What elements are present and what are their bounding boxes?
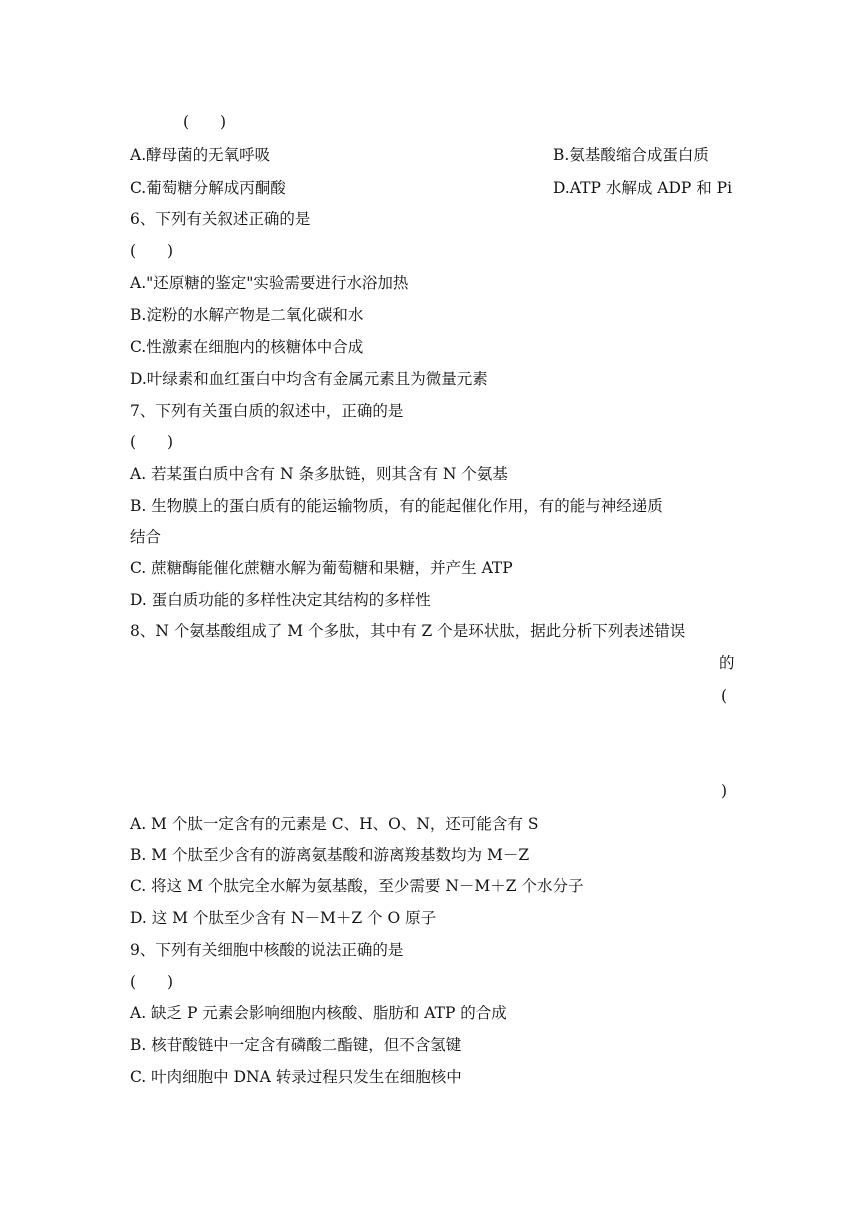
q6-answer-paren: ( ) [130, 242, 174, 260]
q8-option-c: C. 将这 M 个肽完全水解为氨基酸，至少需要 N－M＋Z 个水分子 [130, 877, 584, 895]
q5-option-d: D.ATP 水解成 ADP 和 Pi [553, 179, 733, 197]
q5-option-b: B.氨基酸缩合成蛋白质 [553, 146, 709, 164]
q7-option-b: B. 生物膜上的蛋白质有的能运输物质，有的能起催化作用，有的能与神经递质 [130, 497, 663, 515]
q9-option-b: B. 核苷酸链中一定含有磷酸二酯键，但不含氢键 [130, 1036, 462, 1054]
q7-stem: 7、下列有关蛋白质的叙述中，正确的是 [130, 402, 404, 420]
q8-paren-close: ) [721, 782, 728, 800]
q6-stem: 6、下列有关叙述正确的是 [130, 210, 311, 228]
q7-option-d: D. 蛋白质功能的多样性决定其结构的多样性 [130, 591, 431, 609]
q9-answer-paren: ( ) [130, 973, 174, 991]
q8-option-d: D. 这 M 个肽至少含有 N－M＋Z 个 O 原子 [130, 909, 437, 927]
q9-option-a: A. 缺乏 P 元素会影响细胞内核酸、脂肪和 ATP 的合成 [130, 1004, 507, 1022]
q8-stem: 8、N 个氨基酸组成了 M 个多肽，其中有 Z 个是环状肽，据此分析下列表述错误 [130, 622, 686, 640]
q5-option-a: A.酵母菌的无氧呼吸 [130, 146, 271, 164]
q5-answer-paren: ( ) [183, 113, 227, 131]
q5-option-c: C.葡萄糖分解成丙酮酸 [130, 179, 286, 197]
q8-paren-open: ( [721, 687, 728, 705]
q8-option-a: A. M 个肽一定含有的元素是 C、H、O、N，还可能含有 S [130, 815, 539, 833]
q6-option-d: D.叶绿素和血红蛋白中均含有金属元素且为微量元素 [130, 370, 488, 388]
q6-option-c: C.性激素在细胞内的核糖体中合成 [130, 338, 364, 356]
q7-option-b-continued: 结合 [130, 528, 162, 546]
q7-option-a: A. 若某蛋白质中含有 N 条多肽链，则其含有 N 个氨基 [130, 465, 508, 483]
q9-stem: 9、下列有关细胞中核酸的说法正确的是 [130, 941, 404, 959]
q8-stem-tail: 的 [719, 654, 735, 672]
q9-option-c: C. 叶肉细胞中 DNA 转录过程只发生在细胞核中 [130, 1068, 462, 1086]
q7-answer-paren: ( ) [130, 433, 174, 451]
q8-option-b: B. M 个肽至少含有的游离氨基酸和游离羧基数均为 M－Z [130, 846, 530, 864]
q6-option-b: B.淀粉的水解产物是二氧化碳和水 [130, 306, 364, 324]
q6-option-a: A."还原糖的鉴定"实验需要进行水浴加热 [130, 274, 409, 292]
q7-option-c: C. 蔗糖酶能催化蔗糖水解为葡萄糖和果糖，并产生 ATP [130, 559, 513, 577]
